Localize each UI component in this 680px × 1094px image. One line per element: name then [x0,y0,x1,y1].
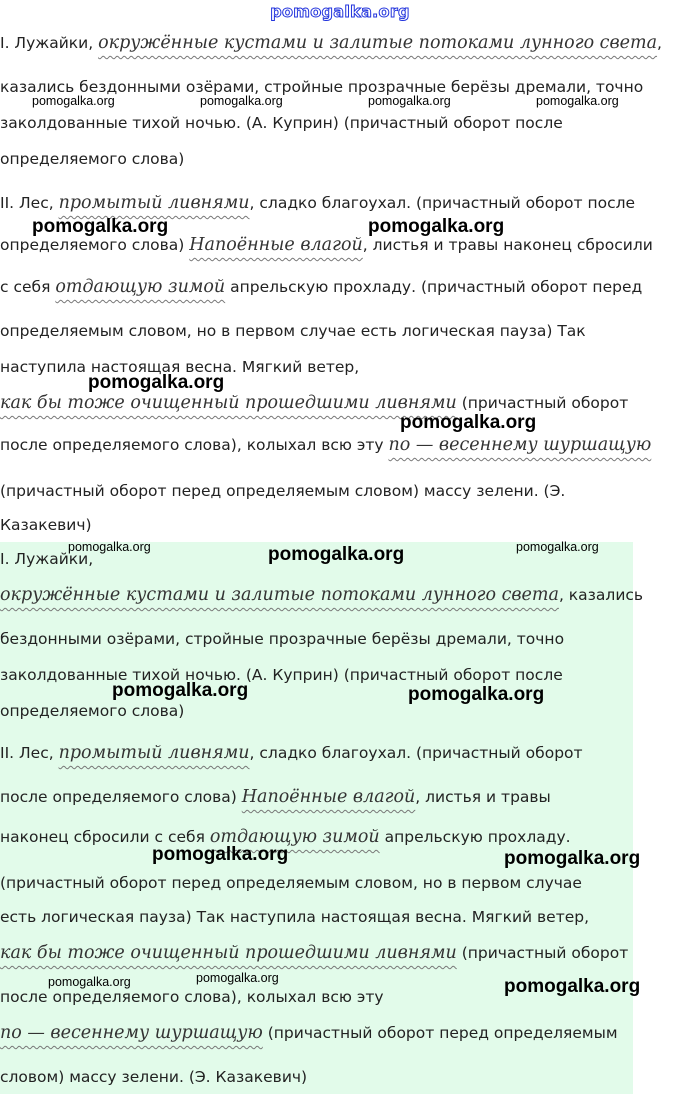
watermark: pomogalka.org [368,216,505,237]
watermark: pomogalka.org [504,976,641,997]
text-line: после определяемого слова) Напоённые влагой, листья и травы [0,787,551,807]
participle-phrase: окружённые кустами и залитые потоками лунного света [98,33,658,53]
participle-phrase: промытый ливнями [58,743,250,763]
watermark: pomogalka.org [268,544,405,565]
watermark: pomogalka.org [196,971,279,985]
text-line: бездонными озёрами, стройные прозрачные берёзы дремали, точно [0,630,565,648]
watermark: pomogalka.org [48,975,131,989]
site-header[interactable]: pomogalka.org [270,2,410,21]
watermark: pomogalka.org [368,94,451,108]
watermark: pomogalka.org [112,680,249,701]
text-line: с себя отдающую зимой апрельскую прохладу. (причастный оборот перед [0,277,643,297]
text-line: I. Лужайки, окружённые кустами и залитые потоками лунного света, [0,33,662,53]
participle-phrase: отдающую зимой [55,277,226,297]
watermark: pomogalka.org [400,412,537,433]
watermark: pomogalka.org [516,540,599,554]
text-line: заколдованные тихой ночью. (А. Куприн) (причастный оборот после [0,114,563,132]
text-line: как бы тоже очищенный прошедшими ливнями (причастный оборот [0,943,629,963]
text-line: есть логическая пауза) Так наступила настоящая весна. Мягкий ветер, [0,908,590,926]
participle-phrase: окружённые кустами и залитые потоками лунного света [0,585,559,605]
text-line: определяемого слова) [0,150,185,168]
participle-phrase: по — весеннему шуршащую [388,435,652,455]
text-line: Казакевич) [0,516,92,534]
text-line: казались бездонными озёрами, стройные прозрачные берёзы дремали, точно [0,78,644,96]
participle-phrase: Напоённые влагой [189,235,363,255]
text-line: словом) массу зелени. (Э. Казакевич) [0,1068,308,1086]
text-line: II. Лес, промытый ливнями, сладко благоухал. (причастный оборот после [0,193,636,213]
participle-phrase: как бы тоже очищенный прошедшими ливнями [0,943,457,963]
text-line: определяемого слова) Напоённые влагой, листья и травы наконец сбросили [0,235,653,255]
text-line: по — весеннему шуршащую (причастный оборот перед определяемым [0,1023,618,1043]
participle-phrase: отдающую зимой [209,827,380,847]
participle-phrase: по — весеннему шуршащую [0,1023,263,1043]
text-line: окружённые кустами и залитые потоками лунного света, казались [0,585,644,605]
watermark: pomogalka.org [88,372,225,393]
watermark: pomogalka.org [200,94,283,108]
text-line: наконец сбросили с себя отдающую зимой апрельскую прохладу. [0,827,571,847]
text-line: после определяемого слова), колыхал всю эту по — весеннему шуршащую [0,435,652,455]
watermark: pomogalka.org [32,216,169,237]
watermark: pomogalka.org [408,684,545,705]
text-line: как бы тоже очищенный прошедшими ливнями (причастный оборот [0,393,629,413]
text-line: определяемым словом, но в первом случае есть логическая пауза) Так [0,322,586,340]
participle-phrase: Напоённые влагой [241,787,416,807]
watermark: pomogalka.org [536,94,619,108]
text-line: наступила настоящая весна. Мягкий ветер, [0,358,360,376]
text-line: II. Лес, промытый ливнями, сладко благоухал. (причастный оборот [0,743,583,763]
watermark: pomogalka.org [32,94,115,108]
text-line: после определяемого слова), колыхал всю эту [0,988,384,1006]
watermark: pomogalka.org [504,848,641,869]
watermark: pomogalka.org [152,844,289,865]
text-line: заколдованные тихой ночью. (А. Куприн) (причастный оборот после [0,666,563,684]
text-line: I. Лужайки, [0,550,94,568]
watermark: pomogalka.org [68,540,151,554]
text-line: определяемого слова) [0,702,185,720]
answer-text-version-2 [0,542,644,1094]
text-line: (причастный оборот перед определяемым словом) массу зелени. (Э. [0,482,566,500]
participle-phrase: промытый ливнями [58,193,250,213]
participle-phrase: как бы тоже очищенный прошедшими ливнями [0,393,457,413]
text-line: (причастный оборот перед определяемым словом, но в первом случае [0,874,582,892]
